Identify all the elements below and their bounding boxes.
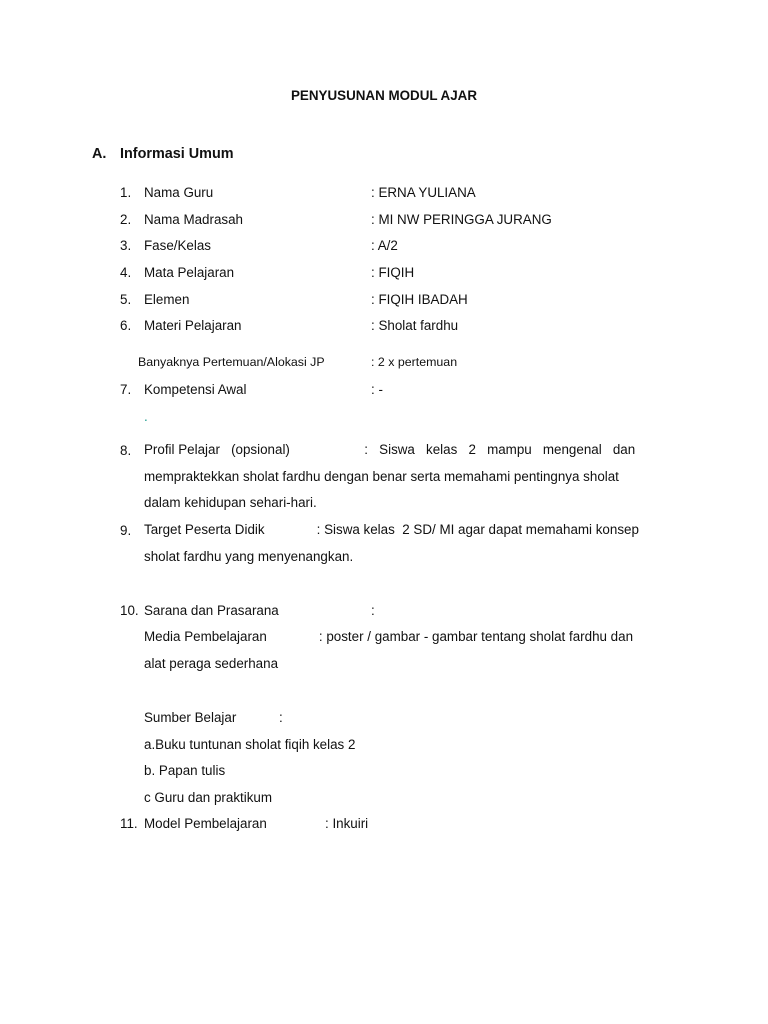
alokasi-value: : 2 x pertemuan [371,355,458,369]
item-label: Sarana dan Prasarana [144,603,279,618]
sumber-belajar-colon: : [279,710,283,725]
paragraph-line: Target Peserta Didik : Siswa kelas 2 SD/ MI agar dapat memahami konsep [144,522,639,537]
page-title: PENYUSUNAN MODUL AJAR [291,88,477,103]
item-value: : Sholat fardhu [371,318,459,333]
item-label: Elemen [144,292,190,307]
item-label: Kompetensi Awal [144,382,247,397]
sumber-item: c Guru dan praktikum [144,790,273,805]
item-label: Mata Pelajaran [144,265,235,280]
item-number: 11. [120,816,138,831]
item-label: Nama Guru [144,185,214,200]
paragraph-line: mempraktekkan sholat fardhu dengan benar serta memahami pentingnya sholat [144,468,619,484]
item-colon: : [371,603,375,618]
item-number: 5. [120,292,132,307]
section-title: Informasi Umum [120,146,234,162]
alokasi-label: Banyaknya Pertemuan/Alokasi JP [138,355,325,369]
item-number: 1. [120,185,132,200]
item-value: : ERNA YULIANA [371,185,476,200]
media-pembelajaran-paragraph [144,624,674,677]
item-number: 4. [120,265,132,280]
item-value: : MI NW PERINGGA JURANG [371,212,552,227]
item-number: 8. [120,443,132,458]
paragraph-line: Media Pembelajaran : poster / gambar - gambar tentang sholat fardhu dan [144,629,634,644]
sumber-belajar-label: Sumber Belajar [144,710,237,725]
item-value: : FIQIH IBADAH [371,292,468,307]
item-number: 6. [120,318,132,333]
paragraph-line: alat peraga sederhana [144,655,279,671]
paragraph-line: Profil Pelajar (opsional) : Siswa kelas 2 mampu mengenal dan [144,442,636,457]
target-peserta-paragraph [144,517,674,570]
item-number: 3. [120,238,132,253]
section-letter: A. [92,146,107,162]
sumber-item: b. Papan tulis [144,763,226,778]
item-value: : FIQIH [371,265,415,280]
sumber-item: a.Buku tuntunan sholat fiqih kelas 2 [144,737,356,752]
profil-pelajar-paragraph [144,437,674,517]
teal-dot-mark: . [144,409,148,424]
item-label: Fase/Kelas [144,238,211,253]
paragraph-line: sholat fardhu yang menyenangkan. [144,548,354,564]
item-label: Model Pembelajaran [144,816,267,831]
item-label: Materi Pelajaran [144,318,242,333]
item-value: : - [371,382,383,397]
item-number: 7. [120,382,132,397]
item-value: : A/2 [371,238,398,253]
item-number: 10. [120,603,139,618]
item-number: 2. [120,212,132,227]
paragraph-line: dalam kehidupan sehari-hari. [144,495,317,511]
item-number: 9. [120,523,132,538]
item-label: Nama Madrasah [144,212,243,227]
item-value: : Inkuiri [325,816,369,831]
